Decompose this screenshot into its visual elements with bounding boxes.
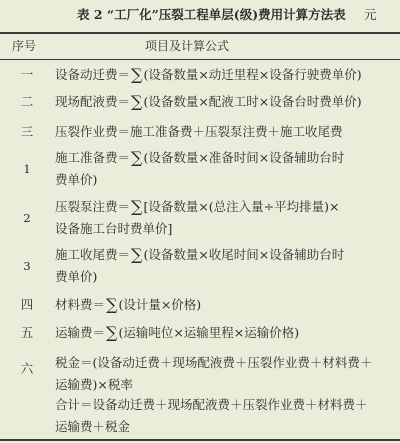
row-number: 六 xyxy=(20,361,34,376)
row-content xyxy=(55,196,395,240)
sigma-symbol: ∑ xyxy=(131,92,143,111)
row-number: 1 xyxy=(23,162,31,176)
row-content xyxy=(55,294,395,316)
formula-continuation: 运输费＋税金 xyxy=(55,419,131,434)
formula-rhs: (设备数量×配液工时×设备台时费单价) xyxy=(143,94,362,109)
table-title-bar xyxy=(0,0,400,30)
formula-lhs: 材料费＝ xyxy=(55,297,106,312)
row-number: 3 xyxy=(23,259,31,273)
row-content xyxy=(55,147,395,191)
formula-lhs: 压裂泵注费＝ xyxy=(55,199,131,214)
formula-rhs: (设备数量×收尾时间×设备辅助台时 xyxy=(143,247,345,262)
row-content xyxy=(55,322,395,344)
formula-text: 税金＝(设备动迁费＋现场配液费＋压裂作业费＋材料费＋ xyxy=(55,355,373,370)
row-content xyxy=(55,121,395,143)
formula-lhs: 施工收尾费＝ xyxy=(55,247,131,262)
formula-rhs: (设备数量×动迁里程×设备行驶费单价) xyxy=(143,67,362,82)
header-rule xyxy=(0,59,400,60)
formula-rhs: (设备数量×准备时间×设备辅助台时 xyxy=(143,150,345,165)
sigma-symbol: ∑ xyxy=(106,323,118,342)
row-content xyxy=(55,244,395,288)
sigma-symbol: ∑ xyxy=(131,197,143,216)
table-title: 表 2 “工厂化”压裂工程单层(级)费用计算方法表 xyxy=(77,7,346,22)
table-unit: 元 xyxy=(364,7,377,22)
row-content xyxy=(55,64,395,86)
formula-continuation: 设备施工台时费单价] xyxy=(55,221,173,236)
row-content xyxy=(55,394,395,438)
formula-text: 压裂作业费＝施工准备费＋压裂泵注费＋施工收尾费 xyxy=(55,124,343,139)
formula-rhs: [设备数量×(总注入量÷平均排量)× xyxy=(143,199,340,214)
formula-rhs: (运输吨位×运输里程×运输价格) xyxy=(118,325,300,340)
header-number: 序号 xyxy=(12,39,37,53)
formula-lhs: 施工准备费＝ xyxy=(55,150,131,165)
sigma-symbol: ∑ xyxy=(106,295,118,314)
formula-lhs: 运输费＝ xyxy=(55,325,106,340)
formula-continuation: 费单价) xyxy=(55,172,98,187)
row-number: 五 xyxy=(20,325,34,340)
row-number: 四 xyxy=(20,297,34,312)
row-number: 2 xyxy=(23,211,31,225)
row-content xyxy=(55,352,395,396)
formula-lhs: 设备动迁费＝ xyxy=(55,67,131,82)
row-number: 二 xyxy=(20,94,34,109)
header-item: 项目及计算公式 xyxy=(145,39,230,53)
row-number: 三 xyxy=(20,124,34,139)
top-rule xyxy=(0,32,400,34)
bottom-rule xyxy=(0,439,400,441)
formula-lhs: 现场配液费＝ xyxy=(55,94,131,109)
formula-continuation: 运输费)×税率 xyxy=(55,377,133,392)
sigma-symbol: ∑ xyxy=(131,65,143,84)
sigma-symbol: ∑ xyxy=(131,245,143,264)
sigma-symbol: ∑ xyxy=(131,148,143,167)
formula-continuation: 费单价) xyxy=(55,269,98,284)
formula-text: 合计＝设备动迁费＋现场配液费＋压裂作业费＋材料费＋ xyxy=(55,397,368,412)
row-content xyxy=(55,91,395,113)
formula-rhs: (设计量×价格) xyxy=(118,297,202,312)
row-number: 一 xyxy=(20,67,34,82)
